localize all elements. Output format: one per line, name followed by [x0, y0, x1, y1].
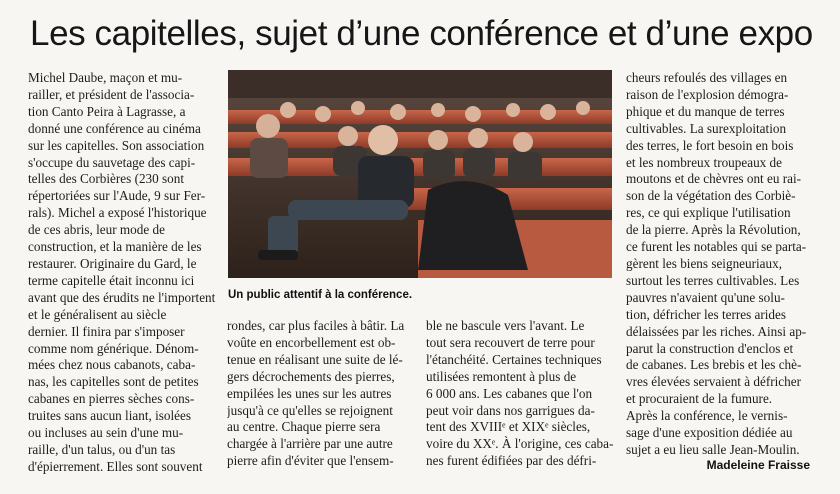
- article-column-2: [227, 318, 417, 470]
- article-line: et les nombreux troupeaux de: [626, 154, 783, 170]
- article-line: délaissées par les riches. Ainsi ap-: [626, 323, 807, 339]
- article-line: et le généralisent au siècle: [28, 306, 167, 322]
- article-column-4: [626, 70, 814, 459]
- article-line: pauvres n'avaient qu'une solu-: [626, 289, 785, 305]
- article-line: de la pierre. Après la Révolution,: [626, 222, 801, 238]
- article-line: chargée à l'arrière par une autre: [227, 436, 393, 452]
- article-line: s'occupe du sauvetage des capi-: [28, 154, 196, 170]
- article-line: comme nom générique. Dénom-: [28, 340, 199, 356]
- article-line: dernier. Il finira par s'imposer: [28, 323, 185, 339]
- article-line: utilisées remontent à plus de: [426, 368, 577, 384]
- article-line: de cabanes. Les brebis et les chè-: [626, 357, 802, 373]
- author-signature: Madeleine Fraisse: [706, 458, 810, 472]
- article-line: voire du XXᵉ. À l'origine, ces caba-: [426, 436, 614, 452]
- article-line: jusqu'à ce qu'elles se rejoignent: [227, 402, 393, 418]
- audience-photo: [228, 70, 612, 278]
- article-line: de ces abris, leur mode de: [28, 222, 165, 238]
- article-line: sage d'une exposition dédiée au: [626, 425, 793, 441]
- article-line: railler, et président de l'associa-: [28, 86, 195, 102]
- article-line: telles des Corbières (230 sont: [28, 171, 185, 187]
- article-line: raison de l'explosion démogra-: [626, 86, 789, 102]
- article-line: avant que des érudits ne l'importent: [28, 289, 216, 305]
- article-line: mées chez nous cabanots, caba-: [28, 357, 196, 373]
- headline: Les capitelles, sujet d’une conférence et d’une expo: [30, 14, 813, 53]
- article-line: l'étanchéité. Certaines techniques: [426, 351, 602, 367]
- article-line: vres élevées servaient à défricher: [626, 374, 801, 390]
- article-line: au centre. Chaque pierre sera: [227, 419, 381, 435]
- article-line: truites sans aucun liant, isolées: [28, 408, 191, 424]
- article-line: sur les capitelles. Son association: [28, 137, 205, 153]
- article-line: tion, défricher les terres arides: [626, 306, 787, 322]
- article-line: tenue en réalisant une suite de lé-: [227, 351, 403, 367]
- audience-photo-illustration: [228, 70, 612, 278]
- article-line: ce furent les notables qui se parta-: [626, 239, 807, 255]
- article-column-1: [28, 70, 218, 476]
- article-column-3: [426, 318, 616, 470]
- article-line: moutons et de chèvres ont eu rai-: [626, 171, 802, 187]
- article-line: 6 000 ans. Les cabanes que l'on: [426, 385, 593, 401]
- article-line: répertoriées sur l'Aude, 9 sur Fer-: [28, 188, 206, 204]
- article-line: Après la conférence, le vernis-: [626, 408, 788, 424]
- article-line: son de la végétation des Corbiè-: [626, 188, 796, 204]
- photo-caption: Un public attentif à la conférence.: [228, 289, 413, 301]
- article-line: tout sera recouvert de terre pour: [426, 334, 595, 350]
- article-line: rondes, car plus faciles à bâtir. La: [227, 318, 405, 333]
- article-line: voûte en encorbellement est ob-: [227, 334, 396, 350]
- article-line: terme capitelle était inconnu ici: [28, 272, 195, 288]
- article-line: parut la construction d'enclos et: [626, 340, 794, 356]
- article-line: surtout les terres cultivables. Les: [626, 272, 800, 288]
- article-line: cultivables. La surexploitation: [626, 120, 787, 136]
- article-line: des terres, le fort besoin en bois: [626, 137, 794, 153]
- article-line: construction, et la manière de les: [28, 239, 202, 255]
- article-line: cheurs refoulés des villages en: [626, 70, 788, 85]
- article-line: gers décrochements des pierres,: [227, 368, 395, 384]
- article-line: restaurer. Originaire du Gard, le: [28, 255, 197, 271]
- article-line: ble ne bascule vers l'avant. Le: [426, 318, 585, 333]
- article-line: res, ce qui explique l'utilisation: [626, 205, 791, 221]
- article-line: peut voir dans nos garrigues da-: [426, 402, 595, 418]
- article-line: raille, d'un talus, ou d'un tas: [28, 441, 176, 457]
- article-line: nes furent édifiées par des défri-: [426, 453, 597, 469]
- article-line: nas, les capitelles sont de petites: [28, 374, 199, 390]
- article-line: ou incluses au sein d'une mu-: [28, 425, 184, 441]
- article-line: tent des XVIIIᵉ et XIXᵉ siècles,: [426, 419, 591, 435]
- article-line: sujet a eu lieu salle Jean-Moulin.: [626, 441, 800, 457]
- article-line: donné une conférence au cinéma: [28, 120, 201, 136]
- article-line: pierre afin d'éviter que l'ensem-: [227, 453, 394, 469]
- article-line: empilées les unes sur les autres: [227, 385, 392, 401]
- article-line: phique et du manque de terres: [626, 103, 785, 119]
- article-line: gèrent les biens seigneuriaux,: [626, 255, 783, 271]
- article-line: et procuraient de la fumure.: [626, 391, 773, 407]
- article-line: tion Canto Peira à Lagrasse, a: [28, 103, 186, 119]
- article-line: d'épierrement. Elles sont souvent: [28, 458, 203, 474]
- article-line: cabanes en pierres sèches cons-: [28, 391, 195, 407]
- article-line: Michel Daube, maçon et mu-: [28, 70, 183, 85]
- article-line: rals). Michel a exposé l'historique: [28, 205, 207, 221]
